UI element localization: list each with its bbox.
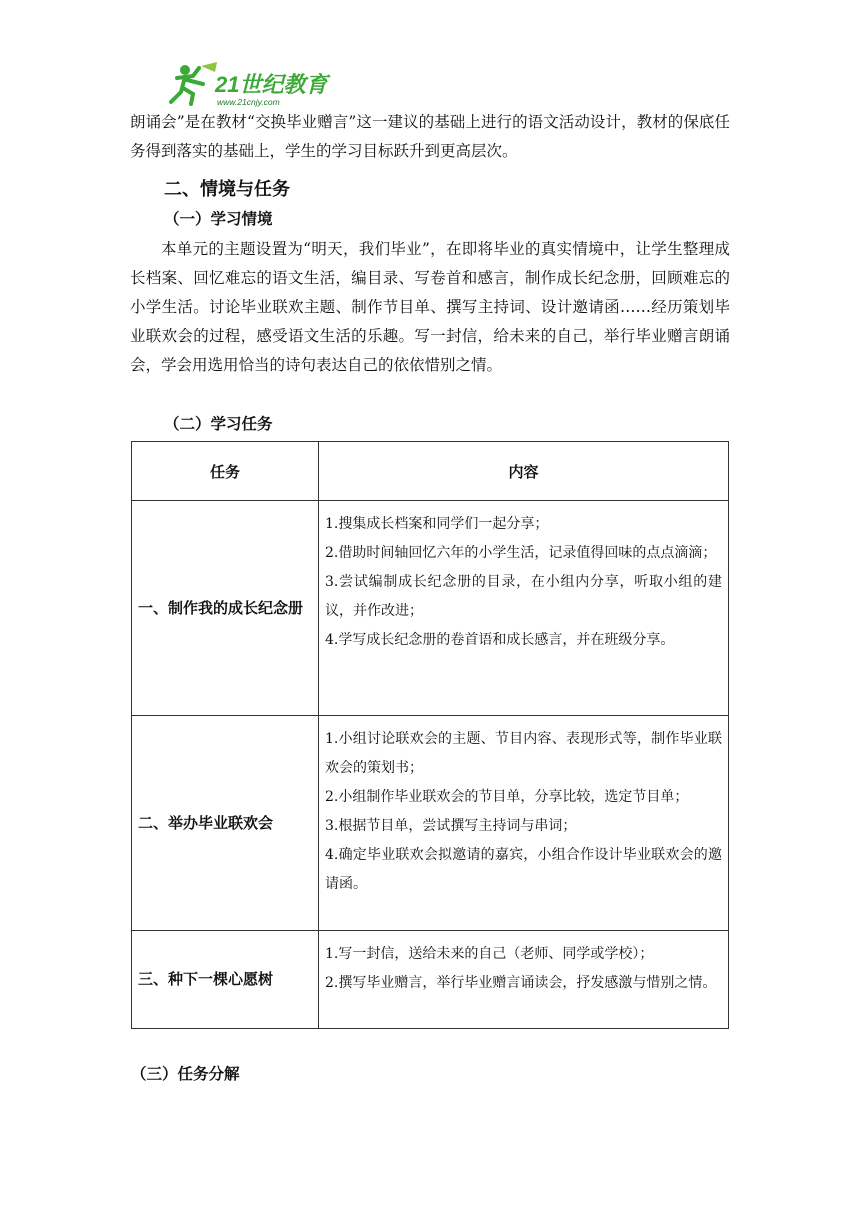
- table-row: [132, 501, 729, 716]
- sub1-paragraph: 本单元的主题设置为“明天，我们毕业”，在即将毕业的真实情境中，让学生整理成长档案、回忆难忘的语文生活，编目录、写卷首和感言，制作成长纪念册，回顾难忘的小学生活。讨论毕业联欢主题、制作节目单、撰写主持词、设计邀请函……经历策划毕业联欢会的过程，感受语文生活的乐趣。写一封信，给未来的自己，举行毕业赠言朗诵会，学会用选用恰当的诗句表达自己的依依惜别之情。: [130, 240, 730, 374]
- logo-url-text: www.21cnjy.com: [217, 97, 280, 107]
- content-item: 3.根据节目单，尝试撰写主持词与串词；: [325, 818, 577, 834]
- header-task: 任务: [132, 442, 319, 501]
- content-item: 4.确定毕业联欢会拟邀请的嘉宾，小组合作设计毕业联欢会的邀请函。: [325, 847, 722, 892]
- sub1-heading: （一）学习情境: [164, 210, 273, 228]
- table-row: [132, 716, 729, 931]
- content-cell: [319, 931, 729, 1029]
- content-cell: [319, 716, 729, 931]
- task-cell: 二、举办毕业联欢会: [132, 716, 319, 931]
- logo: [163, 58, 343, 110]
- sub3-heading: （三）任务分解: [131, 1065, 240, 1083]
- table-row: [132, 931, 729, 1029]
- logo-brand-text: 21世纪教育: [215, 72, 328, 97]
- logo-graphic: [163, 58, 343, 110]
- sub2-heading: （二）学习任务: [164, 415, 273, 433]
- content-item: 1.写一封信，送给未来的自己（老师、同学或学校）；: [325, 946, 654, 962]
- content-item: 3.尝试编制成长纪念册的目录，在小组内分享，听取小组的建议，并作改进；: [325, 574, 722, 619]
- flag-icon: [201, 62, 217, 72]
- header-content: 内容: [319, 442, 729, 501]
- section-heading: 二、情境与任务: [164, 179, 290, 200]
- content-item: 2.借助时间轴回忆六年的小学生活，记录值得回味的点点滴滴；: [325, 545, 717, 561]
- content-item: 4.学写成长纪念册的卷首语和成长感言，并在班级分享。: [325, 632, 675, 648]
- content-item: 2.小组制作毕业联欢会的节目单，分享比较，选定节目单；: [325, 789, 689, 805]
- content-cell: [319, 501, 729, 716]
- task-table: [131, 441, 729, 1029]
- task-cell: 一、制作我的成长纪念册: [132, 501, 319, 716]
- content-item: 2.撰写毕业赠言，举行毕业赠言诵读会，抒发感激与惜别之情。: [325, 975, 717, 991]
- content-item: 1.搜集成长档案和同学们一起分享；: [325, 516, 549, 532]
- content-item: 1.小组讨论联欢会的主题、节目内容、表现形式等，制作毕业联欢会的策划书；: [325, 731, 722, 776]
- intro-paragraph: 朗诵会”是在教材“交换毕业赠言”这一建议的基础上进行的语文活动设计，教材的保底任务得到落实的基础上，学生的学习目标跃升到更高层次。: [130, 113, 730, 160]
- runner-head-icon: [180, 65, 190, 75]
- task-cell: 三、种下一棵心愿树: [132, 931, 319, 1029]
- table-header-row: [132, 442, 729, 501]
